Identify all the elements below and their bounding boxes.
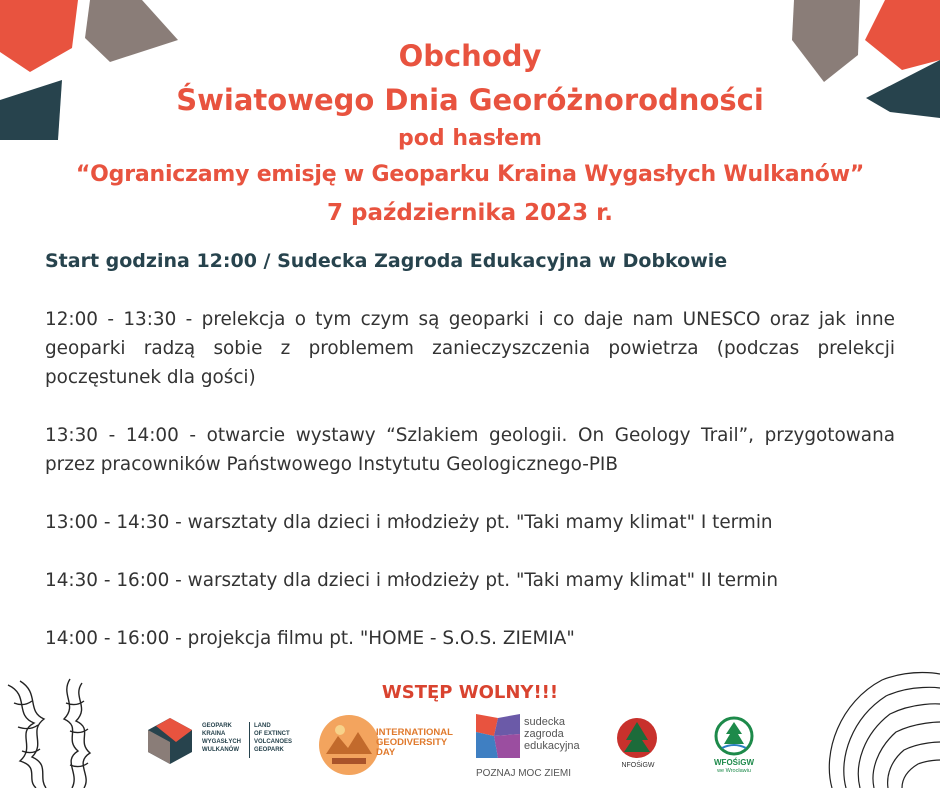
wfosigw-subtext: we Wrocławiu xyxy=(717,768,751,774)
program-item: 13:00 - 14:30 - warsztaty dla dzieci i młodzieży pt. "Taki mamy klimat" I termin xyxy=(45,512,773,533)
geodiversity-text: INTERNATIONAL xyxy=(376,727,453,738)
geodiversity-text: GEODIVERSITY xyxy=(376,737,448,748)
zagroda-mosaic-icon xyxy=(476,714,520,758)
zagroda-text: zagroda xyxy=(524,728,564,740)
event-title xyxy=(0,34,940,232)
zagroda-text: sudecka xyxy=(524,716,565,728)
program-item: 14:00 - 16:00 - projekcja filmu pt. "HOME - S.O.S. ZIEMIA" xyxy=(45,628,575,649)
geopark-logo-text: GEOPARK xyxy=(254,747,284,753)
geodiversity-text: DAY xyxy=(376,747,396,758)
geopark-logo-text: GEOPARK xyxy=(202,723,232,729)
program-item: 13:30 - 14:00 - otwarcie wystawy “Szlakiem geologii. On Geology Trail”, przygotowana przez pracowników Państwowego Instytutu Geologicznego-PIB xyxy=(45,425,895,475)
program-item: 14:30 - 16:00 - warsztaty dla dzieci i młodzieży pt. "Taki mamy klimat" II termin xyxy=(45,570,779,591)
start-info: Start godzina 12:00 / Sudecka Zagroda Edukacyjna w Dobkowie xyxy=(45,250,728,272)
event-date: 7 października 2023 r. xyxy=(327,200,613,226)
geopark-logo-text: WYGASŁYCH xyxy=(202,739,241,745)
program-list xyxy=(45,305,895,682)
rock-rings-illustration xyxy=(822,662,940,788)
program-item: 12:00 - 13:30 - prelekcja o tym czym są geoparki i co daje nam UNESCO oraz jak inne geoparki radzą sobie z problemem zanieczyszczenia powietrza (podczas prelekcji poczęstunek dla gości) xyxy=(45,309,895,388)
sudecka-zagroda-logo xyxy=(476,714,596,780)
geopark-hexagon-icon xyxy=(146,716,194,766)
geopark-logo-text: LAND xyxy=(254,723,271,729)
zagroda-tagline: POZNAJ MOC ZIEMI xyxy=(476,768,571,779)
fossil-plant-illustration xyxy=(0,675,130,788)
title-line-2: Światowego Dnia Georóżnorodności xyxy=(176,83,764,117)
title-line-1: Obchody xyxy=(398,39,542,73)
free-entry-banner: WSTĘP WOLNY!!! xyxy=(381,682,559,703)
nfosigw-tree-icon xyxy=(616,716,658,760)
geopark-logo-text: VOLCANOES xyxy=(254,739,293,745)
geopark-logo-text: KRAINA xyxy=(202,731,226,737)
nfosigw-text: NFOŚiGW xyxy=(621,762,655,769)
nfosigw-logo xyxy=(616,716,660,774)
wfosigw-logo xyxy=(706,716,762,778)
geodiversity-globe-icon xyxy=(318,714,380,776)
wfosigw-text: WFOŚiGW xyxy=(714,758,754,767)
event-motto: “Ograniczamy emisję w Geoparku Kraina Wygasłych Wulkanów” xyxy=(75,162,865,187)
geopark-logo-text: WULKANÓW xyxy=(202,747,239,753)
geopark-logo-text: OF EXTINCT xyxy=(254,731,290,737)
geodiversity-day-logo xyxy=(318,712,453,782)
geopark-logo xyxy=(146,716,306,766)
title-line-3: pod hasłem xyxy=(398,126,542,151)
wfosigw-tree-icon xyxy=(714,716,754,756)
zagroda-text: edukacyjna xyxy=(524,740,580,752)
